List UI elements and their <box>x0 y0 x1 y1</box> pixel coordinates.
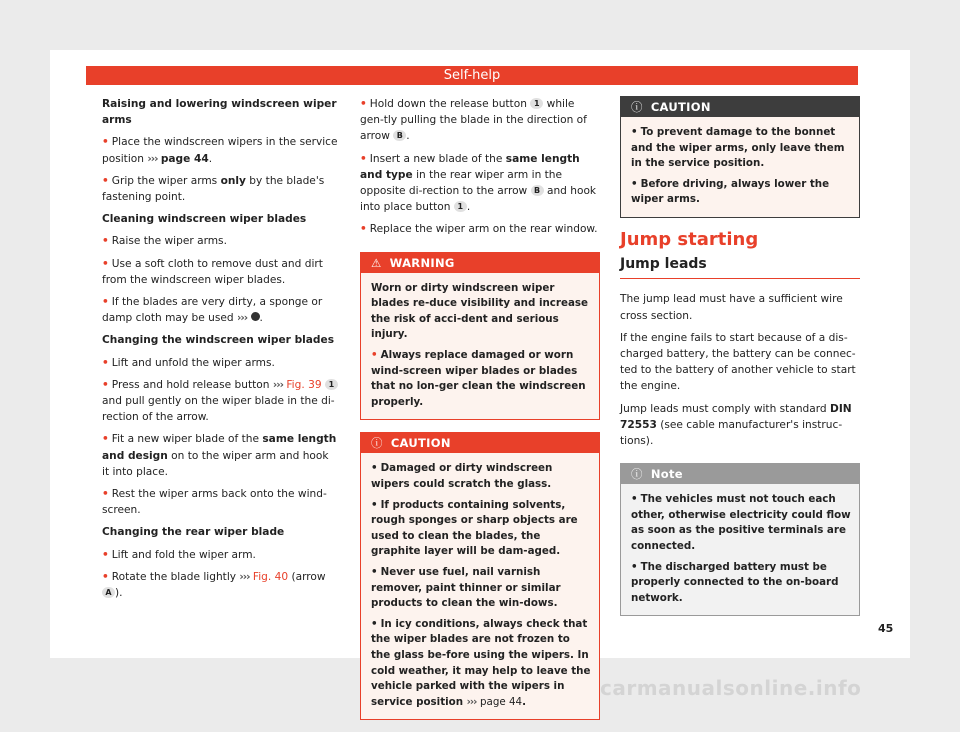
caution-header <box>621 97 859 117</box>
text: Lift and fold the wiper arm. <box>111 548 256 561</box>
page-link[interactable]: page 44 <box>160 152 209 165</box>
bullet-icon: • <box>102 257 109 270</box>
bullet-icon: • <box>631 126 638 138</box>
section-title: Jump starting <box>620 228 759 250</box>
list-item <box>102 377 338 426</box>
text: Insert a new blade of the <box>369 152 506 165</box>
warning-box <box>360 252 600 421</box>
bullet-icon: • <box>102 296 109 309</box>
text: in the rear wiper arm in the opposite di-rection to the arrow <box>360 168 563 198</box>
arrow-icon: ››› <box>147 152 158 165</box>
text: on to the wiper arm and hook it into place. <box>102 449 329 478</box>
list-item <box>631 492 851 554</box>
text: Place the windscreen wipers in the service position <box>102 136 338 165</box>
bullet-icon: • <box>360 98 367 110</box>
warning-body <box>361 273 599 420</box>
heading-raise-lower: Raising and lowering windscreen wiper arms <box>102 98 337 127</box>
page-number: 45 <box>878 622 894 635</box>
warning-title: WARNING <box>389 255 455 270</box>
list-item <box>371 461 591 492</box>
list-item <box>360 221 600 237</box>
text: (see cable manufacturer's instruc-tions). <box>620 418 843 447</box>
arrow-icon: ››› <box>466 695 477 708</box>
bullet-icon: • <box>371 349 378 361</box>
text: . <box>406 130 410 143</box>
arrow-icon: ››› <box>272 378 283 391</box>
note-title: Note <box>650 467 683 482</box>
text: Replace the wiper arm on the rear window. <box>369 223 598 236</box>
callout-badge: B <box>531 185 544 196</box>
bullet-icon: • <box>102 174 109 187</box>
list-item <box>360 96 600 145</box>
paragraph: If the engine fails to start because of a dis-charged battery, the battery can be connec-ted to the battery of another vehicle to start the engine. <box>620 331 856 393</box>
bold-text: only <box>220 174 246 187</box>
column-1 <box>102 96 338 607</box>
text: ). <box>115 587 123 600</box>
list-item <box>102 569 338 601</box>
bold-text: same length and type <box>360 152 580 181</box>
bold-text: same length and design <box>102 433 337 462</box>
list-item <box>102 431 338 480</box>
list-item <box>102 355 338 371</box>
text: Grip the wiper arms <box>111 174 221 187</box>
text: and hook into place button <box>360 185 597 214</box>
text: (arrow <box>288 570 326 583</box>
text: Lift and unfold the wiper arms. <box>111 356 275 369</box>
paragraph: The jump lead must have a sufficient wire cross section. <box>620 293 843 322</box>
note-box <box>620 463 860 616</box>
text: The discharged battery must be properly connected to the on-board network. <box>631 560 839 604</box>
text: Raise the wiper arms. <box>111 235 227 248</box>
bullet-icon: • <box>371 617 378 630</box>
list-item <box>371 565 591 612</box>
bullet-icon: • <box>102 488 109 501</box>
list-item <box>371 498 591 560</box>
text: . <box>208 152 213 165</box>
list-item <box>102 173 338 205</box>
list-item <box>102 233 338 249</box>
bullet-icon: • <box>102 235 109 248</box>
text: Damaged or dirty windscreen wipers could scratch the glass. <box>371 462 553 490</box>
warning-triangle-icon: ⚠ <box>371 255 382 270</box>
text: by the blade's fastening point. <box>102 174 325 204</box>
text: and pull gently on the wiper blade in the di-rection of the arrow. <box>102 395 335 424</box>
list-item <box>371 617 591 711</box>
list-item <box>360 151 600 216</box>
list-item <box>102 134 338 166</box>
text: Rotate the blade lightly <box>111 570 240 583</box>
text: Before driving, always lower the wiper arms. <box>631 177 830 206</box>
caution-circle-icon: ⓘ <box>631 100 643 114</box>
bullet-icon: • <box>360 223 367 236</box>
heading-cleaning: Cleaning windscreen wiper blades <box>102 213 307 226</box>
list-item <box>371 348 591 410</box>
caution-box <box>360 432 600 720</box>
page-header: Self-help <box>86 66 858 85</box>
info-icon: ⓘ <box>631 467 643 482</box>
bullet-icon: • <box>631 493 638 506</box>
bullet-icon: • <box>631 177 638 190</box>
list-item <box>102 294 338 326</box>
text: . <box>466 201 471 214</box>
bullet-icon: • <box>102 548 109 561</box>
note-header <box>621 464 859 484</box>
text: In icy conditions, always check that the wiper blades are not frozen to the glass be-fore using the wipers. In cold weather, it may help to leave the vehicle parked with the wipers in service position <box>371 617 591 708</box>
list-item <box>102 547 338 563</box>
bullet-icon: • <box>371 462 378 475</box>
sub-title: Jump leads <box>620 256 860 279</box>
list-item <box>102 486 338 518</box>
bold-text: DIN 72553 <box>620 402 852 431</box>
bullet-icon: • <box>631 560 638 573</box>
text: . <box>259 312 263 325</box>
bullet-icon: • <box>360 152 367 165</box>
bullet-icon: • <box>102 356 109 369</box>
note-body <box>621 484 859 615</box>
bullet-icon: • <box>371 498 378 511</box>
text: To prevent damage to the bonnet and the wiper arms, only leave them in the service position. <box>631 126 845 170</box>
callout-badge: B <box>393 130 406 141</box>
text: Never use fuel, nail varnish remover, paint thinner or similar products to clean the win-dows. <box>371 565 561 610</box>
caution-title: CAUTION <box>650 100 711 114</box>
text: Fit a new wiper blade of the <box>111 433 263 446</box>
callout-badge: 1 <box>454 201 467 212</box>
heading-rear: Changing the rear wiper blade <box>102 526 285 539</box>
caution-header <box>361 433 599 453</box>
callout-badge: 1 <box>530 98 543 109</box>
text: Press and hold release button <box>111 378 273 391</box>
callout-badge: 1 <box>325 379 338 390</box>
bullet-icon: • <box>102 570 109 583</box>
heading-changing: Changing the windscreen wiper blades <box>102 334 335 347</box>
warning-link-icon[interactable] <box>251 312 260 321</box>
arrow-icon: ››› <box>239 570 250 583</box>
text: Jump leads must comply with standard <box>620 402 831 415</box>
caution-body <box>361 453 599 719</box>
bullet-icon: • <box>102 136 109 149</box>
text: If products containing solvents, rough sponges or sharp objects are used to clean the blades, the graphite layer will be dam-aged. <box>371 498 578 558</box>
text: The vehicles must not touch each other, otherwise electricity could flow as soon as the positive terminals are connected. <box>631 493 851 552</box>
text: Hold down the release button <box>369 98 531 110</box>
caution-circle-icon: ⓘ <box>371 436 383 451</box>
watermark: carmanualsonline.info <box>600 676 862 700</box>
figure-link[interactable]: Fig. 39 <box>286 378 322 391</box>
warning-header <box>361 253 599 273</box>
text: Rest the wiper arms back onto the wind-screen. <box>102 488 327 517</box>
callout-badge: A <box>102 587 115 598</box>
page-link[interactable]: page 44 <box>479 695 523 708</box>
bullet-icon: • <box>371 565 378 578</box>
list-item <box>631 560 851 607</box>
text: Use a soft cloth to remove dust and dirt from the windscreen wiper blades. <box>102 257 323 286</box>
text: If the blades are very dirty, a sponge or damp cloth may be used <box>102 296 323 325</box>
warning-text: Worn or dirty windscreen wiper blades re-duce visibility and increase the risk of acci-dent and serious injury. <box>371 281 589 341</box>
paragraph <box>620 401 860 450</box>
caution-body <box>621 117 859 217</box>
text: while gen-tly pulling the blade in the direction of arrow <box>360 98 587 143</box>
list-item <box>631 125 851 172</box>
text: . <box>522 695 526 708</box>
bullet-icon: • <box>102 378 109 391</box>
bullet-icon: • <box>102 433 109 446</box>
arrow-icon: ››› <box>237 312 248 325</box>
caution-title: CAUTION <box>390 436 451 451</box>
figure-link[interactable]: Fig. 40 <box>252 570 289 583</box>
list-item <box>631 177 851 208</box>
column-3 <box>620 96 860 628</box>
list-item <box>102 256 338 288</box>
caution-box <box>620 96 860 218</box>
column-2 <box>360 96 600 732</box>
text: Always replace damaged or worn wind-screen wiper blades or blades that no lon-ger clean the windscreen properly. <box>371 349 586 408</box>
